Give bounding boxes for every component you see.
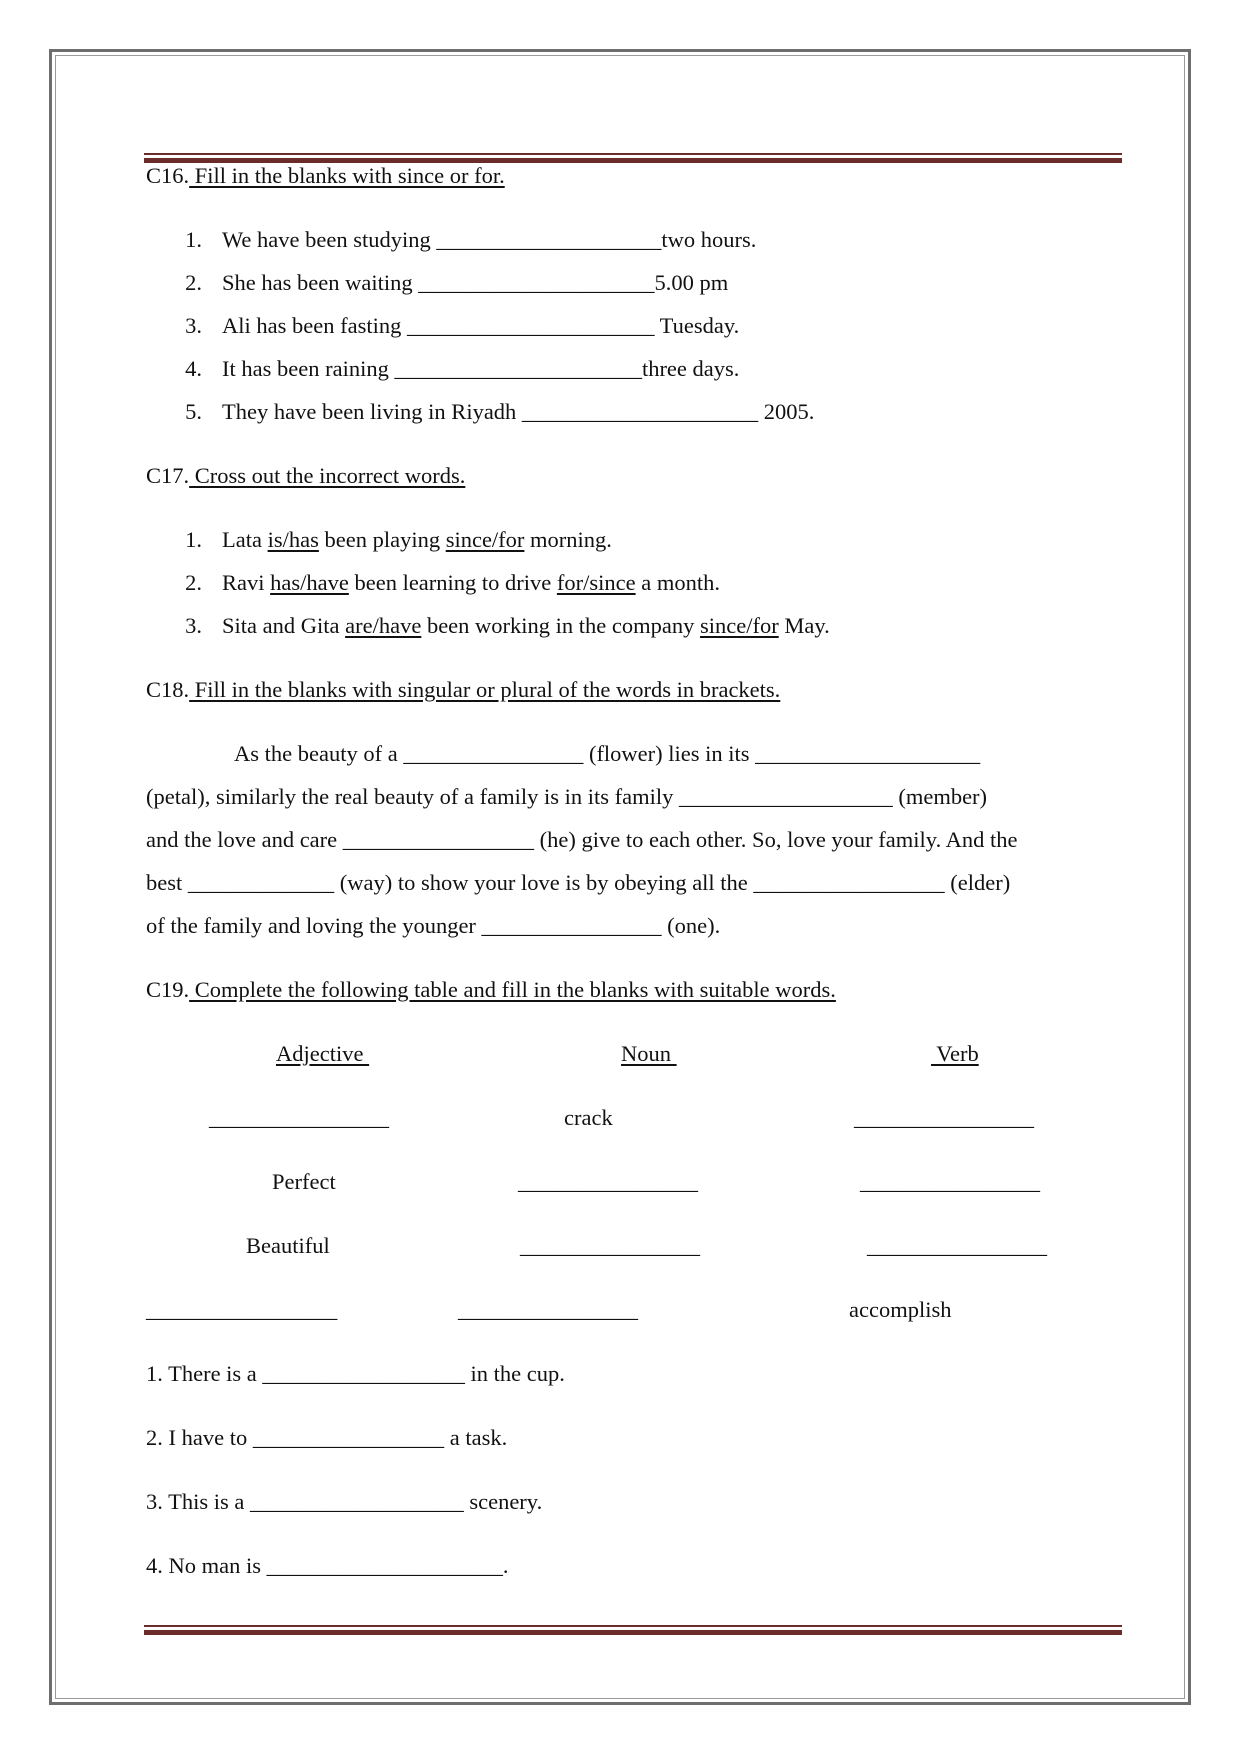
c18-instruction: Fill in the blanks with singular or plural of the words in brackets. — [189, 677, 781, 702]
c17-item-text: morning. — [524, 527, 612, 552]
c16-item-num: 5. — [185, 399, 202, 424]
c16-item-text: We have been studying ____________________two hours. — [222, 227, 757, 252]
c16-label: C16. — [146, 163, 190, 188]
c17-item-num: 1. — [185, 527, 202, 552]
c18-paragraph-line: and the love and care _________________ (he) give to each other. So, love your family. And the — [146, 827, 1018, 852]
c16-item-num: 4. — [185, 356, 202, 381]
c19-sentence: 4. No man is _____________________. — [146, 1553, 509, 1578]
bottom-rule — [144, 1625, 1122, 1635]
table-cell: ________________ — [860, 1169, 1040, 1194]
c17-item-text: been working in the company — [421, 613, 700, 638]
col-header-adjective: Adjective — [276, 1041, 370, 1066]
table-cell: ________________ — [854, 1105, 1034, 1130]
c17-item-text: May. — [778, 613, 830, 638]
c19-sentence: 2. I have to _________________ a task. — [146, 1425, 508, 1450]
c17-item-text: been learning to drive — [348, 570, 557, 595]
c17-choice: are/have — [345, 613, 422, 638]
c18-paragraph-line: (petal), similarly the real beauty of a family is in its family ___________________ (member) — [146, 784, 988, 809]
table-cell: _________________ — [146, 1297, 338, 1322]
c17-item-text: a month. — [635, 570, 720, 595]
col-header-noun: Noun — [621, 1041, 677, 1066]
c17-choice: for/since — [556, 570, 636, 595]
c17-item-num: 2. — [185, 570, 202, 595]
c19-label: C19. — [146, 977, 190, 1002]
col-header-verb: Verb — [931, 1041, 979, 1066]
table-cell: crack — [564, 1105, 613, 1130]
table-cell: ________________ — [209, 1105, 389, 1130]
c17-item-text: Ravi — [222, 570, 271, 595]
c17-item-text: Sita and Gita — [222, 613, 346, 638]
c18-heading — [146, 677, 780, 703]
c16-item-num: 2. — [185, 270, 202, 295]
table-cell: ________________ — [518, 1169, 698, 1194]
table-cell: ________________ — [520, 1233, 700, 1258]
c17-heading — [146, 463, 465, 489]
table-cell: accomplish — [849, 1297, 952, 1322]
c16-heading — [146, 163, 505, 189]
c19-sentence: 1. There is a __________________ in the cup. — [146, 1361, 565, 1386]
c17-item-text: Lata — [222, 527, 268, 552]
c19-heading — [146, 977, 836, 1003]
table-cell: Perfect — [272, 1169, 336, 1194]
c16-item-text: She has been waiting _____________________5.00 pm — [222, 270, 729, 295]
c16-item-num: 1. — [185, 227, 202, 252]
table-cell: Beautiful — [246, 1233, 330, 1258]
c16-item-text: Ali has been fasting ______________________ Tuesday. — [222, 313, 740, 338]
c16-item-num: 3. — [185, 313, 202, 338]
c19-sentence: 3. This is a ___________________ scenery. — [146, 1489, 543, 1514]
c18-paragraph-line: As the beauty of a ________________ (flower) lies in its ____________________ — [234, 741, 981, 766]
c17-item — [222, 613, 830, 639]
c17-choice: is/has — [267, 527, 319, 552]
top-rule — [144, 153, 1122, 163]
c17-item-text: been playing — [318, 527, 446, 552]
table-cell: ________________ — [458, 1297, 638, 1322]
c17-label: C17. — [146, 463, 190, 488]
c17-instruction: Cross out the incorrect words. — [189, 463, 466, 488]
c18-label: C18. — [146, 677, 190, 702]
c17-item — [222, 527, 612, 553]
c17-item-num: 3. — [185, 613, 202, 638]
c16-instruction: Fill in the blanks with since or for. — [189, 163, 505, 188]
c17-choice: since/for — [445, 527, 525, 552]
c16-item-text: They have been living in Riyadh _____________________ 2005. — [222, 399, 815, 424]
c17-item — [222, 570, 720, 596]
c18-paragraph-line: best _____________ (way) to show your love is by obeying all the _________________ (elder) — [146, 870, 1011, 895]
c16-item-text: It has been raining ______________________three days. — [222, 356, 740, 381]
table-cell: ________________ — [867, 1233, 1047, 1258]
c17-choice: has/have — [270, 570, 349, 595]
c19-instruction: Complete the following table and fill in the blanks with suitable words. — [189, 977, 836, 1002]
c18-paragraph-line: of the family and loving the younger ________________ (one). — [146, 913, 721, 938]
c17-choice: since/for — [700, 613, 779, 638]
